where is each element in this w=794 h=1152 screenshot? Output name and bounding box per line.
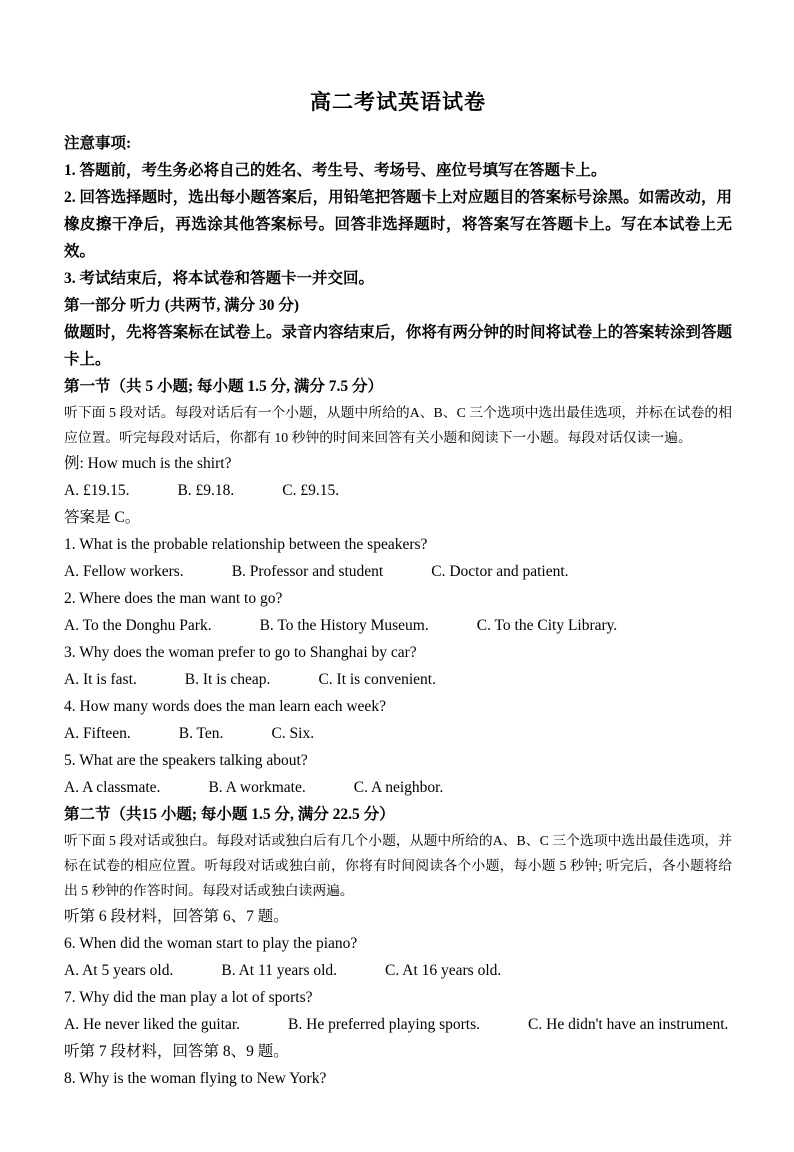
- question-7-options: [64, 1011, 732, 1038]
- answer-option: A. At 5 years old.: [64, 962, 174, 979]
- example-options: [64, 477, 732, 504]
- question-6-options: [64, 957, 732, 984]
- question-1-options: [64, 558, 732, 585]
- section2-heading: 第二节（共15 小题; 每小题 1.5 分, 满分 22.5 分）: [64, 806, 395, 823]
- answer-option: B. At 11 years old.: [221, 962, 338, 979]
- notice-item-3: 3. 考试结束后，将本试卷和答题卡一并交回。: [64, 270, 375, 287]
- notice-item-1: 1. 答题前，考生务必将自己的姓名、考生号、考场号、座位号填写在答题卡上。: [64, 162, 607, 179]
- answer-option: B. Professor and student: [231, 563, 384, 580]
- section2-instructions: 听下面 5 段对话或独白。每段对话或独白后有几个小题，从题中所给的A、B、C 三个选项中选出最佳选项，并标在试卷的相应位置。听每段对话或独白前，你将有时间阅读各个小题，每小题 5 秒钟; 听完后，各小题将给出 5 秒钟的作答时间。每段对话或独白读两遍。: [64, 833, 732, 898]
- answer-option: C. Doctor and patient.: [431, 563, 569, 580]
- answer-option: B. £9.18.: [177, 482, 235, 499]
- question-3: 3. Why does the woman prefer to go to Shanghai by car?: [64, 644, 417, 661]
- example-answer: 答案是 C。: [64, 509, 141, 526]
- question-2-options: [64, 612, 732, 639]
- exam-title: 高二考试英语试卷: [310, 90, 486, 114]
- question-4-options: [64, 720, 732, 747]
- answer-option: C. He didn't have an instrument.: [528, 1016, 729, 1033]
- question-4: 4. How many words does the man learn each week?: [64, 698, 386, 715]
- answer-option: B. He preferred playing sports.: [288, 1016, 481, 1033]
- answer-option: C. It is convenient.: [318, 671, 436, 688]
- answer-option: B. It is cheap.: [184, 671, 271, 688]
- question-5: 5. What are the speakers talking about?: [64, 752, 308, 769]
- answer-option: C. Six.: [271, 725, 315, 742]
- answer-option: A. £19.15.: [64, 482, 130, 499]
- question-6: 6. When did the woman start to play the piano?: [64, 935, 358, 952]
- answer-option: B. Ten.: [178, 725, 224, 742]
- notice-heading: 注意事项:: [64, 135, 132, 152]
- part1-heading: 第一部分 听力 (共两节, 满分 30 分): [64, 297, 300, 314]
- answer-option: A. He never liked the guitar.: [64, 1016, 241, 1033]
- material-7-cue: 听第 7 段材料，回答第 8、9 题。: [64, 1043, 289, 1060]
- example-question: 例: How much is the shirt?: [64, 455, 232, 472]
- question-2: 2. Where does the man want to go?: [64, 590, 283, 607]
- question-8: 8. Why is the woman flying to New York?: [64, 1070, 327, 1087]
- answer-option: A. Fellow workers.: [64, 563, 184, 580]
- question-1: 1. What is the probable relationship between the speakers?: [64, 536, 428, 553]
- section1-instructions: 听下面 5 段对话。每段对话后有一个小题，从题中所给的A、B、C 三个选项中选出最佳选项，并标在试卷的相应位置。听完每段对话后，你都有 10 秒钟的时间来回答有关小题和阅读下一小题。每段对话仅读一遍。: [64, 405, 732, 445]
- answer-option: A. A classmate.: [64, 779, 161, 796]
- notice-item-2: 2. 回答选择题时，选出每小题答案后，用铅笔把答题卡上对应题目的答案标号涂黑。如需改动，用橡皮擦干净后，再选涂其他答案标号。回答非选择题时，将答案写在答题卡上。写在本试卷上无效。: [64, 189, 732, 260]
- answer-option: A. Fifteen.: [64, 725, 131, 742]
- answer-option: A. It is fast.: [64, 671, 137, 688]
- part1-instructions: 做题时，先将答案标在试卷上。录音内容结束后，你将有两分钟的时间将试卷上的答案转涂到答题卡上。: [64, 324, 732, 368]
- material-6-cue: 听第 6 段材料，回答第 6、7 题。: [64, 908, 289, 925]
- answer-option: B. To the History Museum.: [259, 617, 429, 634]
- question-5-options: [64, 774, 732, 801]
- answer-option: C. A neighbor.: [353, 779, 444, 796]
- question-7: 7. Why did the man play a lot of sports?: [64, 989, 313, 1006]
- answer-option: B. A workmate.: [208, 779, 306, 796]
- question-3-options: [64, 666, 732, 693]
- answer-option: A. To the Donghu Park.: [64, 617, 212, 634]
- section1-heading: 第一节（共 5 小题; 每小题 1.5 分, 满分 7.5 分）: [64, 378, 384, 395]
- answer-option: C. To the City Library.: [476, 617, 618, 634]
- answer-option: C. At 16 years old.: [385, 962, 502, 979]
- answer-option: C. £9.15.: [282, 482, 340, 499]
